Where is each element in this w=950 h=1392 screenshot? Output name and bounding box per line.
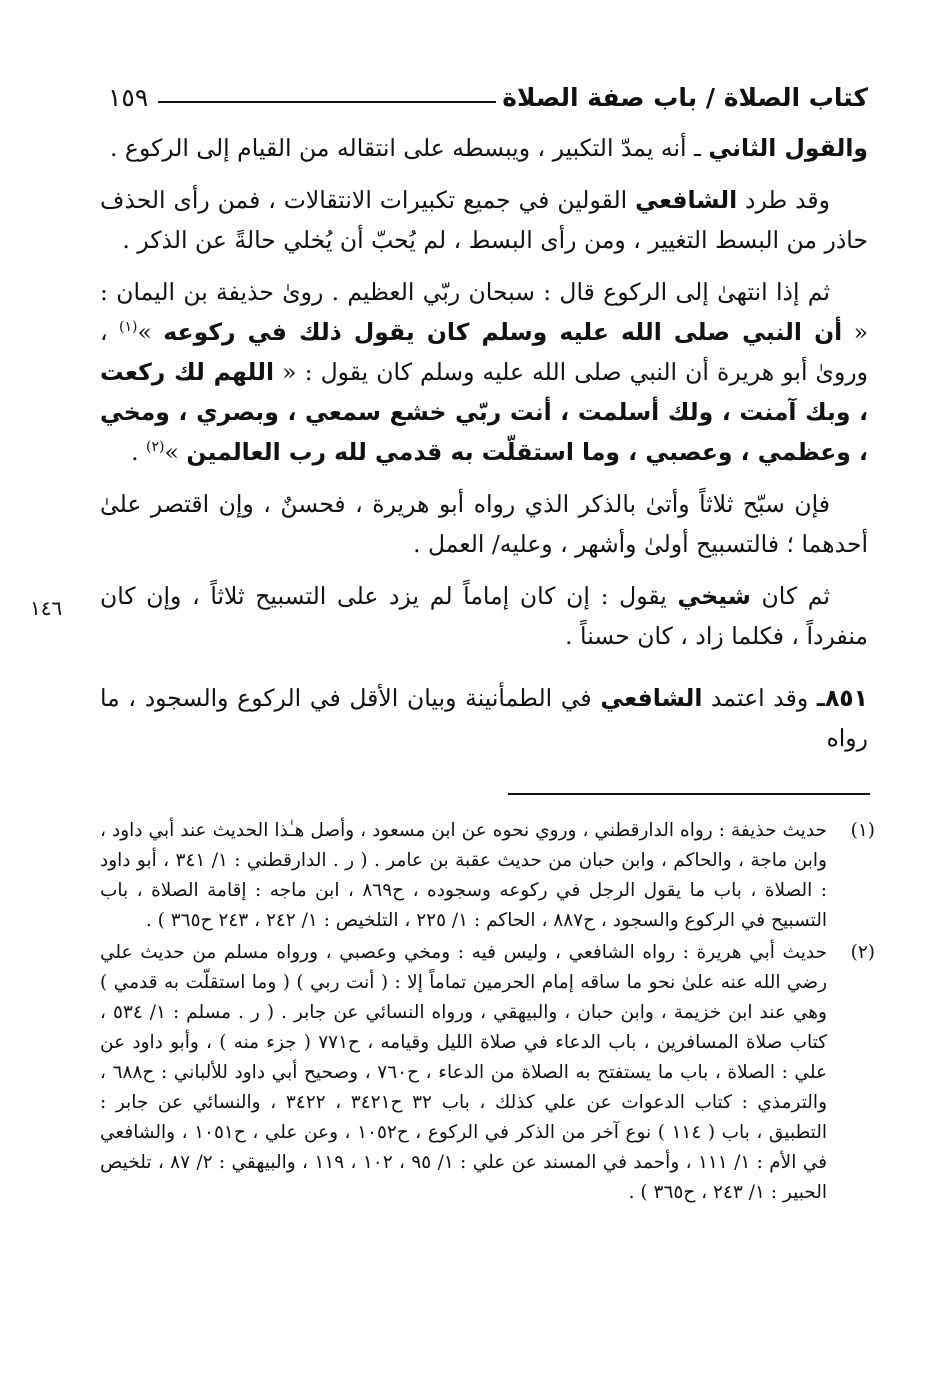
text-run: فإن سبّح ثلاثاً وأتىٰ بالذكر الذي رواه أبو هريرة ، فحسنٌ ، وإن اقتصر علىٰ أحدهما ؛ فالتسبيح أولىٰ وأشهر ، وعليه/ العمل . bbox=[100, 490, 868, 558]
footnotes bbox=[100, 816, 875, 1210]
footnote-ref[interactable]: (٢) bbox=[146, 439, 165, 456]
footnote-ref[interactable]: (١) bbox=[119, 319, 138, 336]
margin-page-number: ١٤٦ bbox=[30, 596, 63, 620]
hadith-quote: أن النبي صلى الله عليه وسلم كان يقول ذلك في ركوعه bbox=[163, 318, 843, 346]
header-rule bbox=[158, 101, 496, 103]
paragraph bbox=[100, 180, 868, 260]
item-number: ٨٥١ـ bbox=[816, 684, 868, 712]
bold-term: الشافعي bbox=[635, 186, 738, 214]
footnote-text: حديث حذيفة : رواه الدارقطني ، وروي نحوه عن ابن مسعود ، وأصل هـٰذا الحديث عند أبي داود ، وابن ماجة ، والحاكم ، وابن حبان من حديث عقبة بن عامر . ( ر . الدارقطني : ١/ ٣٤١ ، أبو داود : الصلاة ، باب ما يقول الرجل في ركوعه وسجوده ، ح٨٦٩ ، ابن ماجه : إقامة الصلاة ، باب التسبيح في الركوع والسجود ، ح٨٨٧ ، الحاكم : ١/ ٢٢٥ ، التلخيص : ١/ ٢٤٢ ، ٢٤٣ ح٣٦٥ ) . bbox=[100, 820, 827, 931]
footnote-number: (٢) bbox=[850, 942, 875, 963]
text-run: القولين في جميع تكبيرات الانتقالات ، فمن رأى الحذف حاذر من البسط التغيير ، ومن رأى البسط ، لم يُحبّ أن يُخلي حالةً عن الذكر . bbox=[100, 186, 868, 254]
footnote-number: (١) bbox=[850, 820, 875, 841]
paragraph bbox=[100, 272, 868, 472]
header-title: كتاب الصلاة / باب صفة الصلاة bbox=[502, 83, 868, 112]
text-run: في الطمأنينة وبيان الأقل في الركوع والسجود ، ما رواه bbox=[100, 684, 868, 752]
text-run: يقول : إن كان إماماً لم يزد على التسبيح ثلاثاً ، وإن كان منفرداً ، فكلما زاد ، كان حسناً . bbox=[100, 582, 868, 650]
text-run: » bbox=[137, 318, 164, 346]
text-run: ثم كان bbox=[750, 582, 830, 610]
paragraph bbox=[100, 484, 868, 564]
bold-term: الشافعي bbox=[600, 684, 703, 712]
text-run: » bbox=[164, 438, 187, 466]
text-run: ـ أنه يمدّ التكبير ، ويبسطه على انتقاله من القيام إلى الركوع . bbox=[109, 134, 709, 162]
bold-term: والقول الثاني bbox=[708, 134, 868, 162]
footnote-separator bbox=[508, 793, 870, 795]
page-number: ١٥٩ bbox=[108, 83, 149, 112]
paragraph bbox=[100, 128, 868, 168]
footnote-text: حديث أبي هريرة : رواه الشافعي ، وليس فيه : ومخي وعصبي ، ورواه مسلم من حديث علي رضي الله عنه علىٰ نحو ما ساقه إمام الحرمين تماماً إلا : ( أنت ربي ) ( وما استقلّت به قدمي ) وهي عند ابن خزيمة ، وابن حبان ، والبيهقي ، ورواه النسائي عن جابر . ( ر . مسلم : ١/ ٥٣٤ ، كتاب صلاة المسافرين ، باب الدعاء في صلاة الليل وقيامه ، ح٧٧١ ( جزء منه ) ، وأبو داود عن علي : الصلاة ، باب ما يستفتح به الصلاة من الدعاء ، ح٧٦٠ ، وصحيح أبي داود للألباني : ح٦٨٨ ، والترمذي : كتاب الدعوات عن علي كذلك ، باب ٣٢ ح٣٤٢١ ، ٣٤٢٢ ، والنسائي عن جابر : التطبيق ، باب ( ١١٤ ) نوع آخر من الذكر في الركوع ، ح١٠٥٢ ، وعن علي ، ح١٠٥١ ، والشافعي في الأم : ١/ ١١١ ، وأحمد في المسند عن علي : ١/ ٩٥ ، ١٠٢ ، ١١٩ ، والبيهقي : ٢/ ٨٧ ، تلخيص الحبير : ١/ ٢٤٣ ، ح٣٦٥ ) . bbox=[100, 942, 828, 1203]
text-run: ، وروىٰ أبو هريرة أن النبي صلى الله عليه وسلم كان يقول : « bbox=[100, 318, 868, 386]
footnote bbox=[100, 816, 875, 936]
text-run: . bbox=[131, 438, 147, 466]
paragraph bbox=[100, 576, 868, 656]
hadith-quote: اللهم لك ركعت ، وبك آمنت ، ولك أسلمت ، أنت ربّي خشع سمعي ، وبصري ، ومخي ، وعظمي ، وعصبي ، وما استقلّت به قدمي لله رب العالمين bbox=[100, 358, 868, 466]
text-run: وقد اعتمد bbox=[702, 684, 817, 712]
footnote bbox=[100, 938, 875, 1208]
text-run: وقد طرد bbox=[737, 186, 830, 214]
main-text bbox=[100, 128, 868, 770]
text-run: ثم إذا انتهىٰ إلى الركوع قال : سبحان ربّي العظيم . روىٰ حذيفة بن اليمان : « bbox=[100, 278, 868, 346]
bold-term: شيخي bbox=[677, 582, 751, 610]
running-header bbox=[108, 72, 868, 112]
paragraph bbox=[100, 678, 868, 758]
